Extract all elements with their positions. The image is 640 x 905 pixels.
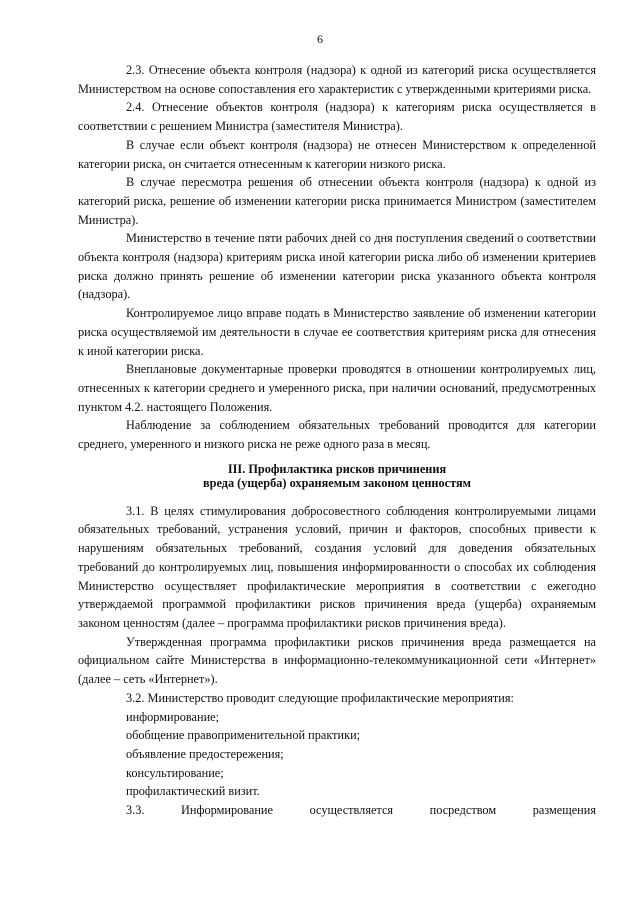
paragraph-program-publication: Утвержденная программа профилактики рисков причинения вреда размещается на официальном сайте Министерства в информационно-телекоммуникационной сети «Интернет» (далее – сеть «Интернет»).: [78, 634, 596, 687]
paragraph-controlled-person-request: Контролируемое лицо вправе подать в Министерство заявление об изменении категории риска осуществляемой им деятельности в случае ее соответствия критериям риска для отнесения к иной категории риска.: [78, 306, 596, 358]
section-heading-line-1: III. Профилактика рисков причинения: [227, 461, 447, 476]
paragraph-2-4: 2.4. Отнесение объектов контроля (надзора) к категориям риска осуществляется в соответствии с решением Министра (заместителя Министра).: [78, 100, 596, 134]
paragraph-monitoring: Наблюдение за соблюдением обязательных требований проводится для категории среднего, умеренного и низкого риска не реже одного раза в месяц.: [78, 418, 596, 452]
list-item: обобщение правоприменительной практики;: [126, 728, 361, 743]
page-number: 6: [317, 32, 323, 46]
paragraph-unscheduled-inspections: Внеплановые документарные проверки проводятся в отношении контролируемых лиц, отнесенных к категории среднего и умеренного риска, при наличии оснований, предусмотренных пунктом 4.2. настоящего Положения.: [78, 362, 596, 414]
paragraph-low-risk-default: В случае если объект контроля (надзора) не отнесен Министерством к определенной категории риска, он считается отнесенным к категории низкого риска.: [78, 137, 596, 171]
paragraph-five-days: Министерство в течение пяти рабочих дней со дня поступления сведений о соответствии объекта контроля (надзора) критериям риска иной категории риска либо об изменении критериев риска должно принять решение об изменении категории риска указанного объекта контроля (надзора).: [78, 231, 596, 302]
document-body: [78, 61, 596, 820]
list-item: консультирование;: [126, 765, 224, 780]
list-item: объявление предостережения;: [126, 746, 284, 761]
paragraph-risk-revision: В случае пересмотра решения об отнесении объекта контроля (надзора) к одной из категорий риска, решение об изменении категории риска принимается Министром (заместителем Министра).: [78, 175, 596, 227]
section-heading-line-2: вреда (ущерба) охраняемым законом ценностям: [202, 476, 472, 491]
list-item: информирование;: [126, 709, 220, 724]
paragraph-2-3: 2.3. Отнесение объекта контроля (надзора) к одной из категорий риска осуществляется Министерством на основе сопоставления его характеристик с утвержденными критериями риска.: [78, 63, 596, 96]
list-item: профилактический визит.: [126, 784, 260, 799]
paragraph-3-2: 3.2. Министерство проводит следующие профилактические мероприятия:: [126, 690, 514, 705]
paragraph-3-3: 3.3. Информирование осуществляется посредством размещения: [126, 803, 596, 818]
paragraph-3-1: 3.1. В целях стимулирования добросовестного соблюдения контролируемыми лицами обязательных требований, устранения условий, причин и факторов, способных привести к нарушениям обязательных требований, создания условий для доведения обязательных требований до контролируемых лиц, повышения информированности о способах их соблюдения Министерство осуществляет профилактические мероприятия в соответствии с ежегодно утверждаемой программой профилактики рисков причинения вреда (ущерба) охраняемым законом ценностям (далее – программа профилактики рисков причинения вреда).: [78, 503, 596, 630]
section-heading: [78, 462, 596, 491]
